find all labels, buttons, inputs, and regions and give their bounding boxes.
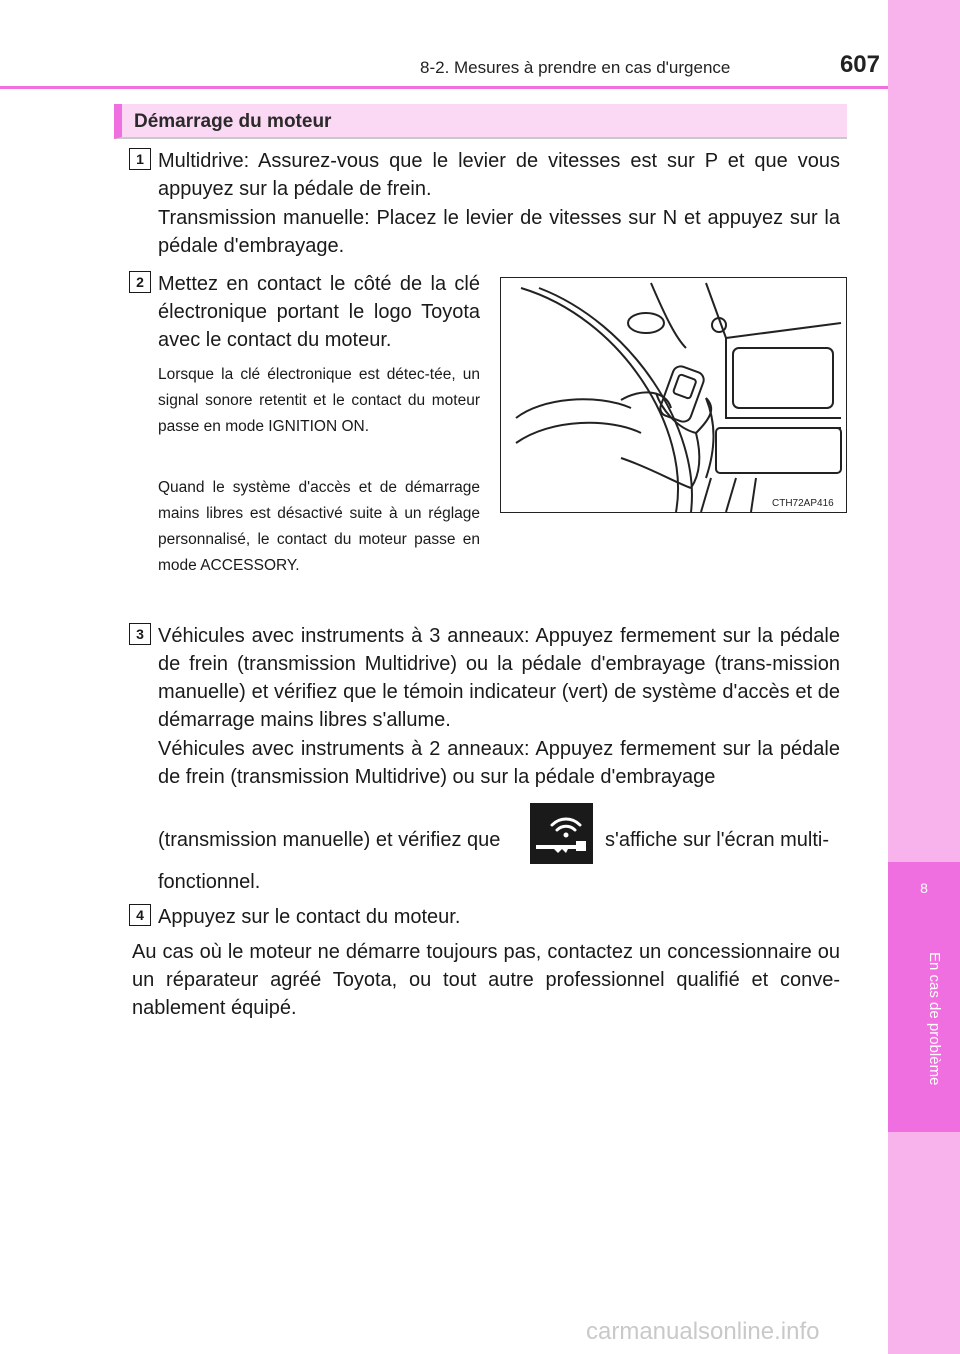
- illustration-key-on-switch: [500, 277, 847, 513]
- step-2-text: Mettez en contact le côté de la clé électronique portant le logo Toyota avec le contact du moteur.: [158, 273, 480, 351]
- step-3-part-2: Véhicules avec instruments à 2 anneaux: Appuyez fermement sur la pédale de frein (transmission Multidrive) ou sur la pédale d'embrayage: [158, 738, 840, 788]
- step-2-note-2: Quand le système d'accès et de démarrage mains libres est désactivé suite à un réglage personnalisé, le contact du moteur passe en mode ACCESSORY.: [158, 479, 480, 574]
- step-number: 4: [129, 904, 151, 926]
- page-number: 607: [839, 51, 880, 78]
- step-3-part-3b: s'affiche sur l'écran multi-: [605, 829, 830, 851]
- header-section-title: 8-2. Mesures à prendre en cas d'urgence: [420, 58, 731, 77]
- step-number: 1: [129, 148, 151, 170]
- step-1-line-2: Transmission manuelle: Placez le levier de vitesses sur N et appuyez sur la pédale d'embrayage.: [158, 207, 840, 257]
- key-wave-icon: [530, 803, 593, 864]
- step-3-part-4: fonctionnel.: [158, 871, 261, 893]
- closing-paragraph: Au cas où le moteur ne démarre toujours pas, contactez un concessionnaire ou un réparateur agréé Toyota, ou tout autre professionnel qualifié et conve-nablement équipé.: [132, 941, 840, 1019]
- illustration-code: CTH72AP416: [772, 498, 834, 509]
- step-2-note-1: Lorsque la clé électronique est détec-tée, un signal sonore retentit et le contact du moteur passe en mode IGNITION ON.: [158, 366, 480, 435]
- watermark: carmanualsonline.info: [586, 1318, 820, 1345]
- step-3-part-1: Véhicules avec instruments à 3 anneaux: Appuyez fermement sur la pédale de frein (transmission Multidrive) ou la pédale d'embrayage (trans-mission manuelle) et vérifiez que le témoin indicateur (vert) de système d'accès et de démarrage mains libres s'allume.: [158, 625, 840, 731]
- step-number: 2: [129, 271, 151, 293]
- step-1-line-1: Multidrive: Assurez-vous que le levier de vitesses est sur P et que vous appuyez sur la pédale de frein.: [158, 150, 840, 200]
- section-heading: [114, 104, 847, 139]
- step-3-part-3a: (transmission manuelle) et vérifiez que: [158, 829, 501, 851]
- key-wave-icon-glyph: [530, 803, 593, 864]
- step-4-text: Appuyez sur le contact du moteur.: [158, 906, 461, 928]
- chapter-label: En cas de problème: [926, 952, 943, 1086]
- chapter-number: 8: [920, 880, 928, 896]
- header-rule: [0, 86, 888, 89]
- step-number: 3: [129, 623, 151, 645]
- chapter-tab-column: [888, 0, 960, 1354]
- section-heading-text: Démarrage du moteur: [134, 111, 332, 132]
- illustration-drawing: [501, 278, 846, 512]
